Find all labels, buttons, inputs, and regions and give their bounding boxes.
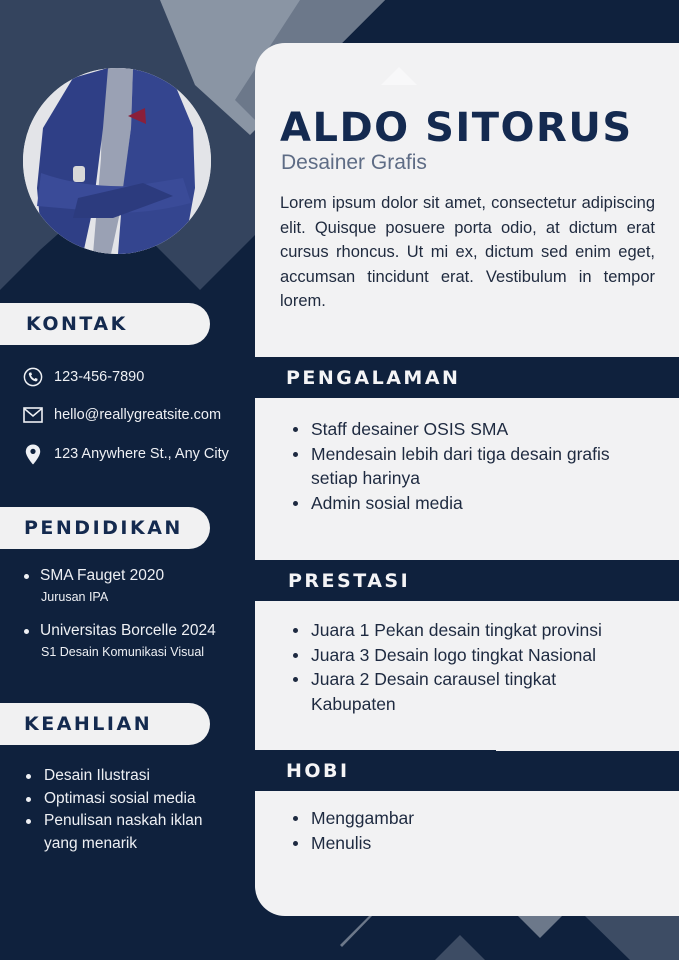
email-text[interactable]: hello@reallygreatsite.com — [54, 407, 222, 423]
phone-text[interactable]: 123-456-7890 — [54, 369, 145, 385]
person-name: ALDO SITORUS — [280, 105, 633, 151]
education-detail: S1 Desain Komunikasi Visual — [41, 645, 205, 659]
contact-phone — [22, 366, 144, 388]
skills-list — [24, 765, 234, 855]
job-title: Desainer Grafis — [281, 151, 427, 174]
education-heading: PENDIDIKAN — [24, 517, 183, 539]
section-header-skills — [0, 703, 210, 745]
experience-heading: PENGALAMAN — [286, 366, 461, 389]
list-item: Optimasi sosial media — [24, 788, 234, 811]
contact-email — [22, 404, 221, 426]
section-header-contact — [0, 303, 210, 345]
list-item: Juara 1 Pekan desain tingkat provinsi — [291, 618, 651, 643]
hobbies-list — [291, 806, 591, 855]
location-pin-icon — [22, 443, 44, 465]
contact-address — [22, 443, 229, 465]
experience-list — [291, 417, 621, 515]
mail-icon — [22, 404, 44, 426]
section-header-hobbies — [255, 750, 496, 791]
list-item: Juara 2 Desain carausel tingkat Kabupaten — [291, 667, 611, 716]
list-item: Juara 3 Desain logo tingkat Nasional — [291, 643, 651, 668]
hobbies-heading: HOBI — [286, 759, 350, 782]
profile-summary: Lorem ipsum dolor sit amet, consectetur adipiscing elit. Quisque posuere porta odio, at dictum erat cursus rhoncus. Ut mi ex, dictum sed enim eget, accumsan tincidunt erat. Vestibulum in tempor lorem. — [280, 194, 655, 310]
list-item: Admin sosial media — [291, 491, 621, 516]
profile-photo — [23, 68, 211, 254]
list-item: Menggambar — [291, 806, 591, 831]
education-school: Universitas Borcelle 2024 — [24, 622, 216, 640]
education-item — [24, 567, 164, 604]
skills-heading: KEAHLIAN — [24, 713, 153, 735]
list-item: Desain Ilustrasi — [24, 765, 234, 788]
section-header-experience — [255, 357, 496, 398]
achievements-list — [291, 618, 651, 716]
address-text: 123 Anywhere St., Any City — [54, 446, 229, 462]
achievements-heading: PRESTASI — [288, 569, 411, 592]
list-item: Penulisan naskah iklan yang menarik — [24, 810, 224, 855]
education-school: SMA Fauget 2020 — [24, 567, 164, 585]
contact-heading: KONTAK — [26, 313, 128, 335]
list-item: Mendesain lebih dari tiga desain grafis setiap harinya — [291, 442, 621, 491]
section-header-achievements — [255, 560, 496, 601]
list-item: Staff desainer OSIS SMA — [291, 417, 621, 442]
phone-icon — [22, 366, 44, 388]
list-item: Menulis — [291, 831, 591, 856]
section-header-education — [0, 507, 210, 549]
education-item — [24, 622, 216, 659]
education-detail: Jurusan IPA — [41, 590, 109, 604]
